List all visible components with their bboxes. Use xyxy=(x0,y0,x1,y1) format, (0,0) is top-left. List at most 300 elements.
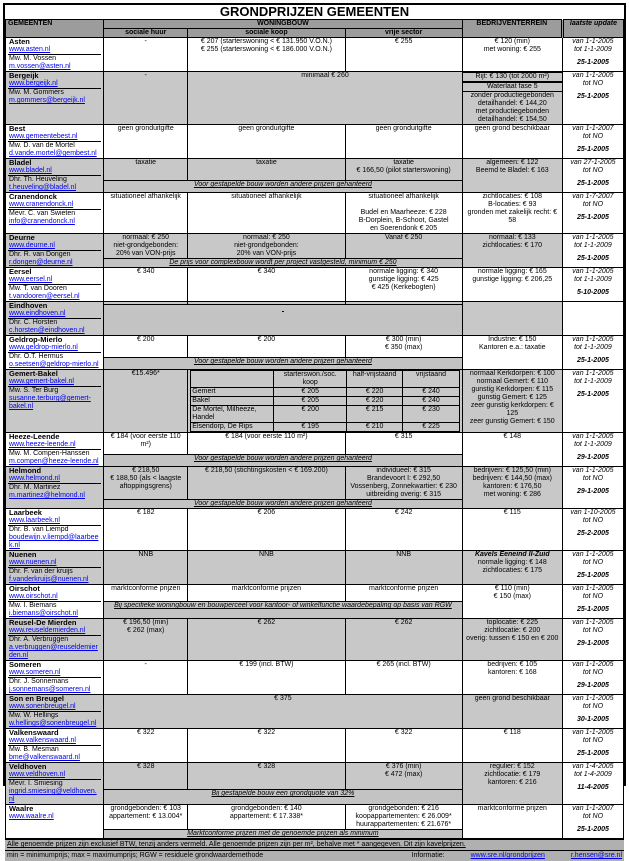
municipality-email-link[interactable]: o.seetsen@geldrop-mierlo.nl xyxy=(9,361,99,368)
cell-sociale-koop xyxy=(188,763,345,790)
update-date: 29-1-2005 xyxy=(576,682,609,689)
subtable-header-row xyxy=(191,371,459,388)
update-tot: tot NO xyxy=(582,703,604,710)
cell-sociale-huur xyxy=(104,72,188,125)
update-tot: tot 1-4-2009 xyxy=(574,771,612,778)
municipality-row-eersel xyxy=(6,268,624,302)
municipality-contact: Dhr. F. van der kruijs xyxy=(8,567,101,576)
municipality-contact: Mw. I. Biemans xyxy=(8,601,101,610)
vrije-sector-line: € 322 xyxy=(394,729,413,736)
update-date: 25-1-2005 xyxy=(576,59,609,66)
municipality-contact: Mw. D. van de Mortel xyxy=(8,141,101,150)
update-tot: tot NO xyxy=(582,669,604,676)
cell-laatste-update xyxy=(562,72,623,125)
subtable-cell: € 200 xyxy=(274,406,346,423)
vrije-sector-line: taxatie xyxy=(393,159,414,166)
cell-sociale-huur xyxy=(104,159,188,181)
municipality-website-link[interactable]: www.geldrop-mierlo.nl xyxy=(9,344,78,351)
update-date: 29-1-2005 xyxy=(576,488,609,495)
municipality-email-link[interactable]: m.gommers@bergeijk.nl xyxy=(9,97,85,104)
vrije-sector-line: Brandevoort I: € 292,50 xyxy=(367,475,441,482)
update-tot: tot NO xyxy=(582,201,604,208)
cell-laatste-update xyxy=(562,193,623,234)
municipality-name: Gemert-Bakel xyxy=(9,369,58,378)
cell-sociale-huur xyxy=(104,433,188,455)
bedrijventerrein-line: Kantoren e.a.: taxatie xyxy=(479,344,546,351)
municipality-email xyxy=(8,492,101,500)
municipality-name: Bergeijk xyxy=(9,71,39,80)
municipality-email-link[interactable]: w.hellings@sonenbreugel.nl xyxy=(9,720,97,727)
bedrijventerrein-line: kantoren: € 216 xyxy=(487,779,537,786)
municipality-website-link[interactable]: www.bergeijk.nl xyxy=(9,80,58,87)
update-van: van 1-1-2005 xyxy=(572,695,614,702)
bedrijventerrein-line: normaal Gemert: € 110 xyxy=(476,378,549,385)
municipality-website xyxy=(8,378,101,386)
update-van: van 1-1-2005 xyxy=(572,336,614,343)
subtable-cell: De Mortel, Milheeze, Handel xyxy=(191,406,274,423)
cell-note xyxy=(104,500,463,509)
update-van: van 1-1-2005 xyxy=(572,433,614,440)
cell-sociale-huur xyxy=(104,336,188,358)
municipality-website-link[interactable]: www.eindhoven.nl xyxy=(9,310,66,317)
municipality-email-link[interactable]: a.verbruggen@reuseldemierden.nl xyxy=(9,644,98,659)
municipality-website-link[interactable]: www.sonenbreugel.nl xyxy=(9,703,76,710)
vrije-sector-line: en Soerendonk € 205 xyxy=(370,225,438,232)
municipality-website xyxy=(8,771,101,779)
municipality-email-link[interactable]: d.vande.mortel@gembest.nl xyxy=(9,150,97,157)
bedrijventerrein-line: bedrijven: € 125,50 (min) xyxy=(473,467,552,474)
bedrijventerrein-line: normaal: € 133 xyxy=(488,234,536,241)
sociale-koop-line: € 218,50 (stichtingskosten < € 169.200) xyxy=(205,467,328,474)
municipality-row-deurne xyxy=(6,234,624,259)
bedrijventerrein-line: zichtlocaties: € 108 xyxy=(482,193,543,200)
update-date: 25-1-2005 xyxy=(576,93,609,100)
cell-note xyxy=(104,602,463,619)
municipality-website xyxy=(8,669,101,677)
subtable-cell: € 205 xyxy=(274,388,346,397)
cell-gemeente-oirschot xyxy=(6,585,104,619)
municipality-row-veldhoven xyxy=(6,763,624,790)
cell-vrije-sector xyxy=(345,433,462,455)
sociale-koop-line: grondgebonden: € 140 xyxy=(231,805,302,812)
cell-bedrijventerrein xyxy=(462,234,562,268)
municipality-website-link[interactable]: www.gemert-bakel.nl xyxy=(9,378,74,385)
municipality-website-link[interactable]: www.heeze-leende.nl xyxy=(9,441,76,448)
cell-vrije-sector xyxy=(345,585,462,602)
update-tot: tot 1-1-2009 xyxy=(574,276,612,283)
cell-vrije-sector xyxy=(345,234,462,259)
municipality-row-valkenswaard xyxy=(6,729,624,763)
cell-gemeente-deurne xyxy=(6,234,104,268)
cell-bedrijventerrein xyxy=(462,433,562,467)
update-date: 25-1-2005 xyxy=(576,826,609,833)
sociale-huur-line: appartement: € 13.004* xyxy=(109,813,183,820)
col-header-woningbouw: WONINGBOUW xyxy=(104,20,463,29)
bedrijventerrein-line: regulier: € 152 xyxy=(489,763,535,770)
municipality-website xyxy=(8,242,101,250)
update-tot: tot NO xyxy=(582,737,604,744)
vrije-sector-line: € 166,50 (pilot starterswoning) xyxy=(356,167,451,174)
municipality-website-link[interactable]: www.veldhoven.nl xyxy=(9,771,66,778)
cell-koop-vrij-merged xyxy=(188,72,462,125)
cell-bedrijventerrein xyxy=(462,551,562,585)
footer-info-email-link[interactable]: r.hensen@sre.nl xyxy=(570,852,622,859)
municipality-email xyxy=(8,395,101,411)
sociale-koop-line: € 255 (starterswoning < € 186.000 V.O.N.) xyxy=(200,46,332,53)
municipality-email-link[interactable]: t.heuveling@bladel.nl xyxy=(9,184,77,191)
note-text xyxy=(106,305,460,313)
sociale-huur-line: € 182 xyxy=(136,509,155,516)
municipality-contact: Dhr. R. van Dongen xyxy=(8,250,101,259)
cell-sociale-koop xyxy=(188,125,345,159)
cell-laatste-update xyxy=(562,763,623,805)
col-header-sociale-koop: sociale koop xyxy=(188,29,345,38)
municipality-website-link[interactable]: www.cranendonck.nl xyxy=(9,201,74,208)
sociale-huur-line: situationeel afhankelijk xyxy=(110,193,181,200)
municipality-row-bladel xyxy=(6,159,624,181)
cell-laatste-update xyxy=(562,38,623,72)
update-van: van 1-1-2005 xyxy=(572,467,614,474)
municipality-email-link[interactable]: i.biemans@oirschot.nl xyxy=(9,610,78,617)
municipality-website-link[interactable]: www.helmond.nl xyxy=(9,475,60,482)
sociale-huur-line: aftoppingsgrens) xyxy=(119,483,172,490)
cell-note xyxy=(104,790,463,805)
subtable-cell: € 230 xyxy=(403,406,459,423)
col-header-gemeenten: GEMEENTEN xyxy=(6,20,104,38)
municipality-name: Reusel-De Mierden xyxy=(9,618,77,627)
municipality-row-geldrop-mierlo xyxy=(6,336,624,358)
update-date: 25-1-2005 xyxy=(576,255,609,262)
municipality-email-link[interactable]: bme@valkenswaard.nl xyxy=(9,754,80,761)
municipality-website-link[interactable]: www.someren.nl xyxy=(9,669,61,676)
cell-gemeente-cranendonck xyxy=(6,193,104,234)
cell-laatste-update xyxy=(562,585,623,619)
vrije-sector-line: € 350 (max) xyxy=(384,344,423,351)
subtable-cell: Gemert xyxy=(191,388,274,397)
municipality-website xyxy=(8,703,101,711)
update-van: van 1-1-2005 xyxy=(572,268,614,275)
sociale-huur-line: marktconforme prijzen xyxy=(111,585,181,592)
cell-gemeente-heeze-leende xyxy=(6,433,104,467)
municipality-contact: Dhr. B. van Liempd xyxy=(8,525,101,534)
municipality-email-link[interactable]: t.vandooren@eersel.nl xyxy=(9,293,80,300)
bedrijventerrein-line: zichtlocatie: € 200 xyxy=(484,627,541,634)
municipality-website-link[interactable]: www.asten.nl xyxy=(9,46,51,53)
update-date: 25-1-2005 xyxy=(576,391,609,398)
cell-sociale-koop xyxy=(188,268,345,302)
cell-laatste-update xyxy=(562,302,623,336)
municipality-website-link[interactable]: www.bladel.nl xyxy=(9,167,52,174)
municipality-contact: Mw. W. Hellings xyxy=(8,711,101,720)
municipality-website xyxy=(8,813,101,821)
sociale-koop-line: marktconforme prijzen xyxy=(231,585,302,592)
sociale-huur-line: € 184 (voor eerste 110 m²) xyxy=(110,433,181,448)
cell-woningbouw-merged xyxy=(104,695,463,729)
municipality-website xyxy=(8,737,101,745)
update-van: van 1-1-2005 xyxy=(572,370,614,377)
municipality-email xyxy=(8,293,101,301)
sociale-huur-line: grondgebonden: € 103 xyxy=(110,805,181,812)
bedrijventerrein-line: kantoren: € 176,50 xyxy=(483,483,542,490)
municipality-email-link[interactable]: r.dongen@deurne.nl xyxy=(9,259,73,266)
bedrijventerrein-line: geen grond beschikbaar xyxy=(474,695,550,702)
cell-bedrijventerrein xyxy=(462,695,562,729)
cell-sociale-koop xyxy=(188,551,345,585)
municipality-name: Nuenen xyxy=(9,550,37,559)
update-date: 25-1-2005 xyxy=(576,750,609,757)
municipality-email-link[interactable]: m.vossen@asten.nl xyxy=(9,63,71,70)
bedrijventerrein-line: € 120 (min) xyxy=(494,38,530,45)
sociale-koop-line: € 328 xyxy=(257,763,276,770)
bedrijventerrein-line: Kavels Eeneind II-Zuid xyxy=(474,551,550,558)
municipality-email-link[interactable]: m.compen@heeze-leende.nl xyxy=(9,458,99,465)
subtable-cell: Bakel xyxy=(191,397,274,406)
page-title: GRONDPRIJZEN GEMEENTEN xyxy=(219,4,410,19)
grondprijzen-table xyxy=(5,19,624,839)
sociale-huur-line: 20% van VON-prijs xyxy=(115,250,176,257)
update-date: 25-1-2005 xyxy=(576,214,609,221)
municipality-row-laarbeek xyxy=(6,509,624,551)
subtable-cell: € 240 xyxy=(403,397,459,406)
cell-gemeente-someren xyxy=(6,661,104,695)
municipality-email-link[interactable]: info@cranendonck.nl xyxy=(9,218,75,225)
sociale-koop-line: normaal: € 250 xyxy=(243,234,290,241)
subtable-row xyxy=(191,423,459,432)
municipality-name: Eersel xyxy=(9,267,32,276)
footer-info-link[interactable]: www.sre.nl/grondprijzen xyxy=(470,852,545,859)
sociale-huur-line: € 262 (max) xyxy=(127,627,165,634)
cell-sociale-koop xyxy=(188,433,345,455)
cell-bedrijventerrein xyxy=(462,38,562,72)
municipality-email xyxy=(8,327,101,335)
update-date: 29-1-2005 xyxy=(576,454,609,461)
bedrijventerrein-line: gunstig Kerkdorpen: € 115 xyxy=(471,386,554,393)
cell-sociale-huur xyxy=(104,551,188,585)
cell-vrije-sector xyxy=(345,268,462,302)
vrije-sector-line: € 300 (min) xyxy=(385,336,422,343)
municipality-email xyxy=(8,644,101,660)
vrije-sector-line: € 262 xyxy=(394,619,413,626)
municipality-email-link[interactable]: j.sonnemans@someren.nl xyxy=(9,686,91,693)
bedrijventerrein-line: met productiegebonden detailhandel: € 154,50 xyxy=(475,108,550,123)
vrije-sector-line: uitbreiding overig: € 315 xyxy=(366,491,441,498)
cell-sociale-koop xyxy=(188,661,345,695)
sociale-huur-line: € 188,50 (als < laagste xyxy=(110,475,182,482)
vrije-sector-line: € 242 xyxy=(394,509,413,516)
municipality-website xyxy=(8,46,101,54)
municipality-website-link[interactable]: www.laarbeek.nl xyxy=(9,517,60,524)
cell-bedrijventerrein xyxy=(462,125,562,159)
cell-vrije-sector xyxy=(345,509,462,551)
municipality-row-nuenen xyxy=(6,551,624,585)
municipality-website-link[interactable]: www.valkenswaard.nl xyxy=(9,737,76,744)
cell-bedrijventerrein xyxy=(462,159,562,193)
cell-laatste-update xyxy=(562,619,623,661)
update-van: van 1-7-2007 xyxy=(572,193,614,200)
subtable-row xyxy=(191,406,459,423)
sociale-huur-line: NNB xyxy=(138,551,154,558)
sociale-huur-line: € 218,50 xyxy=(132,467,160,474)
bedrijventerrein-line: € 148 xyxy=(503,433,522,440)
municipality-website xyxy=(8,593,101,601)
cell-sociale-huur xyxy=(104,805,188,830)
vrije-sector-line: huurappartementen: € 21.676* xyxy=(356,821,452,828)
municipality-contact: Dhr. A. Verbruggen xyxy=(8,635,101,644)
sociale-koop-line: € 199 (incl. BTW) xyxy=(239,661,294,668)
vrije-sector-line: € 255 xyxy=(394,38,413,45)
cell-vrije-sector xyxy=(345,805,462,830)
municipality-website-link[interactable]: www.nuenen.nl xyxy=(9,559,57,566)
municipality-name: Deurne xyxy=(9,233,35,242)
vrije-sector-line: individueel: € 315 xyxy=(376,467,431,474)
cell-gemeente-eersel xyxy=(6,268,104,302)
bedrijventerrein-line: Rijt: € 130 (tot 2000 m²) xyxy=(463,72,562,82)
sociale-huur-line: geen gronduitgifte xyxy=(117,125,174,132)
cell-gemeente-geldrop-mierlo xyxy=(6,336,104,370)
subtable-cell: € 220 xyxy=(346,388,402,397)
bedrijventerrein-line: overig: tussen € 150 en € 200 xyxy=(466,635,559,642)
cell-koop-vrij-subtable xyxy=(188,370,462,433)
update-date: 25-1-2005 xyxy=(576,180,609,187)
bedrijventerrein-line: € 150 (max) xyxy=(493,593,531,600)
municipality-row-oirschot xyxy=(6,585,624,602)
municipality-email-link[interactable]: m.martinez@helmond.nl xyxy=(9,492,85,499)
subtable-header: starterswon./soc. koop xyxy=(274,371,346,388)
municipality-name: Cranendonck xyxy=(9,192,57,201)
municipality-email xyxy=(8,576,101,584)
cell-gemeente-asten xyxy=(6,38,104,72)
note-text: Voor gestapelde bouw worden andere prijzen gehanteerd xyxy=(193,455,372,463)
municipality-email-link[interactable]: c.horsten@eindhoven.nl xyxy=(9,327,85,334)
municipality-name: Geldrop-Mierlo xyxy=(9,335,63,344)
cell-sociale-huur xyxy=(104,729,188,763)
municipality-row-helmond xyxy=(6,467,624,500)
cell-gemeente-helmond xyxy=(6,467,104,509)
vrije-sector-line: € 376 (min) xyxy=(385,763,422,770)
municipality-email xyxy=(8,184,101,192)
cell-bedrijventerrein xyxy=(462,509,562,551)
vrije-sector-line: grondgebonden: € 216 xyxy=(368,805,439,812)
municipality-email xyxy=(8,361,101,369)
sociale-huur-line: € 200 xyxy=(136,336,155,343)
municipality-email-link[interactable]: susanne.terburg@gemert-bakel.nl xyxy=(9,395,91,410)
sociale-huur-line: €15.496* xyxy=(131,370,160,377)
municipality-name: Bladel xyxy=(9,158,32,167)
cell-sociale-huur xyxy=(104,370,188,433)
municipality-email xyxy=(8,720,101,728)
cell-vrije-sector xyxy=(345,551,462,585)
municipality-email xyxy=(8,534,101,550)
cell-vrije-sector xyxy=(345,763,462,790)
cell-gemeente-veldhoven xyxy=(6,763,104,805)
sociale-huur-line: € 322 xyxy=(136,729,155,736)
vrije-sector-line xyxy=(348,201,460,209)
vrije-sector-line: Vossenberg, Zonnekwartier: € 230 xyxy=(350,483,457,490)
subtable-row xyxy=(191,388,459,397)
municipality-email xyxy=(8,754,101,762)
municipality-website-link[interactable]: www.oirschot.nl xyxy=(9,593,58,600)
municipality-name: Laarbeek xyxy=(9,508,42,517)
cell-laatste-update xyxy=(562,336,623,370)
bedrijventerrein-line: € 110 (min) xyxy=(494,585,530,592)
update-date: 25-1-2005 xyxy=(576,572,609,579)
sociale-huur-line: - xyxy=(144,661,147,668)
bedrijventerrein-line: € 115 xyxy=(503,509,521,516)
sociale-koop-line: € 207 (starterswoning < € 131.950 V.O.N.) xyxy=(200,38,332,45)
municipality-email xyxy=(8,150,101,158)
municipality-website-link[interactable]: www.eersel.nl xyxy=(9,276,53,283)
sociale-koop-line: € 322 xyxy=(257,729,276,736)
municipality-name: Veldhoven xyxy=(9,762,47,771)
col-header-vrije-sector: vrije sector xyxy=(345,29,462,38)
cell-note xyxy=(104,259,463,268)
cell-sociale-huur xyxy=(104,234,188,259)
vrije-sector-line: € 472 (max) xyxy=(384,771,423,778)
update-van: van 27-1-2005 xyxy=(570,159,616,166)
cell-bedrijventerrein xyxy=(462,268,562,302)
cell-bedrijventerrein xyxy=(462,805,562,839)
municipality-email-link[interactable]: f.vanderkruijs@nuenen.nl xyxy=(9,576,89,583)
cell-gemeente-reusel-de-mierden xyxy=(6,619,104,661)
municipality-website xyxy=(8,310,101,318)
cell-sociale-huur xyxy=(104,193,188,234)
cell-gemeente-valkenswaard xyxy=(6,729,104,763)
update-tot: tot 1-1-2009 xyxy=(574,378,612,385)
subtable-header: vrijstaand xyxy=(403,371,459,388)
cell-sociale-koop xyxy=(188,336,345,358)
subtable-cell: € 195 xyxy=(274,423,346,432)
update-date: 25-1-2005 xyxy=(576,357,609,364)
sociale-koop-line: geen gronduitgifte xyxy=(238,125,295,132)
vrije-sector-line: marktconforme prijzen xyxy=(369,585,439,592)
update-van: van 1-1-2007 xyxy=(572,805,614,812)
vrije-sector-line: Budel en Maarheeze: € 228 xyxy=(360,209,447,216)
bedrijventerrein-line: bedrijven: € 105 xyxy=(487,661,538,668)
municipality-email xyxy=(8,97,101,105)
footer-legend-row xyxy=(5,850,624,861)
sociale-huur-line: - xyxy=(144,38,147,45)
bedrijventerrein-line: bedrijven: € 144,50 (max) xyxy=(472,475,552,482)
cell-sociale-koop xyxy=(188,805,345,830)
bedrijventerrein-line: zichtlocaties: € 170 xyxy=(482,242,543,249)
municipality-website-link[interactable]: www.deurne.nl xyxy=(9,242,55,249)
municipality-website-link[interactable]: www.reuseldemierden.nl xyxy=(9,627,86,634)
municipality-contact: Dhr. M. Martinez xyxy=(8,483,101,492)
subtable-header: half-vrijstaand xyxy=(346,371,402,388)
municipality-website-link[interactable]: www.waalre.nl xyxy=(9,813,54,820)
municipality-website-link[interactable]: www.gemeentebest.nl xyxy=(9,133,78,140)
municipality-name: Waalre xyxy=(9,804,34,813)
cell-laatste-update xyxy=(562,467,623,509)
sociale-koop-line: situationeel afhankelijk xyxy=(231,193,302,200)
update-van: van 1-1-2005 xyxy=(572,585,614,592)
cell-sociale-huur xyxy=(104,509,188,551)
cell-gemeente-waalre xyxy=(6,805,104,839)
bedrijventerrein-line: toplocatie: € 225 xyxy=(486,619,538,626)
update-van: van 1-4-2005 xyxy=(572,763,614,770)
bedrijventerrein-line: Beemd te Bladel: € 163 xyxy=(475,167,549,174)
cell-gemeente-bladel xyxy=(6,159,104,193)
municipality-name: Helmond xyxy=(9,466,42,475)
cell-laatste-update xyxy=(562,125,623,159)
update-van: van 1-1-2005 xyxy=(572,729,614,736)
municipality-email-link[interactable]: boudewijn.v.liempd@laarbeek.nl xyxy=(9,534,99,549)
municipality-email xyxy=(8,259,101,267)
bedrijventerrein-line: met woning: € 286 xyxy=(483,491,541,498)
col-header-bedrijventerrein: BEDRIJVENTERREIN xyxy=(462,20,562,38)
municipality-email-link[interactable]: ingrid.smiesing@veldhoven.nl xyxy=(9,788,97,803)
municipality-contact: Dhr. O.T. Hermus xyxy=(8,352,101,361)
